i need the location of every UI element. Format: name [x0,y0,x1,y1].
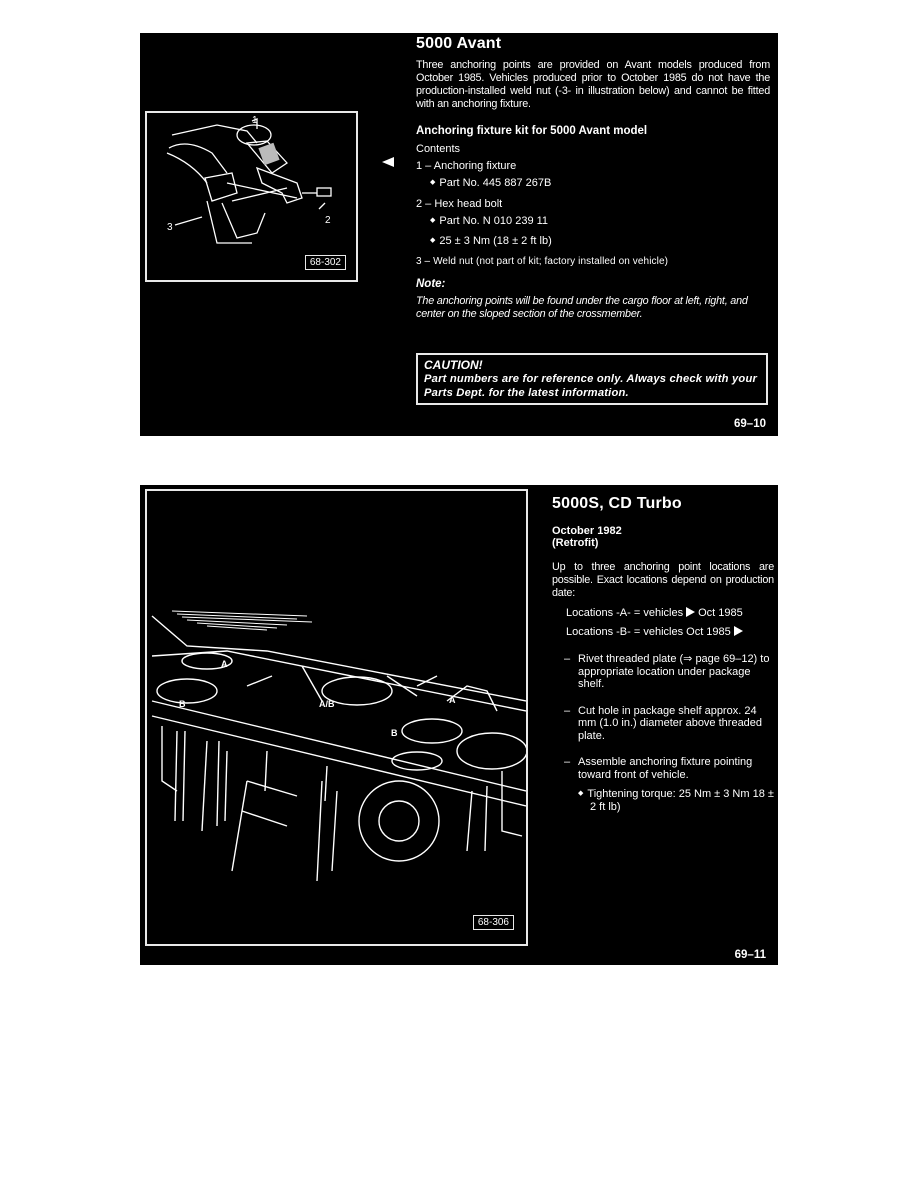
page-title: 5000 Avant [416,35,502,52]
caution-box [416,353,768,405]
arrow-right-icon [734,626,743,636]
location-label-b: B [391,728,398,738]
intro-paragraph: Up to three anchoring point locations are possible. Exact locations depend on production date: [552,561,774,599]
page1-text [416,33,770,321]
subtitle-retrofit: (Retrofit) [552,537,599,549]
torque-spec: ◆ 25 ± 3 Nm (18 ± 2 ft lb) [416,234,770,248]
location-b [552,625,774,639]
location-label-ab: A/B [319,699,335,709]
page-number: 69–11 [734,949,766,961]
part-number: ◆ Part No. 445 887 267B [416,176,770,190]
anchoring-fixture-illustration [145,111,358,282]
label-2: 2 [325,215,331,226]
pointer-arrow-icon [382,157,394,167]
label-3: 3 [167,222,173,233]
list-item: 3 – Weld nut (not part of kit; factory installed on vehicle) [416,256,669,267]
arrow-right-icon [686,607,695,617]
list-item: 2 – Hex head bolt [416,198,503,210]
step-item: – Cut hole in package shelf approx. 24 mm (1.0 in.) diameter above threaded plate. [552,705,774,743]
subtitle-date: October 1982 [552,525,622,537]
caution-body: Part numbers are for reference only. Always check with your Parts Dept. for the latest information. [424,373,758,399]
location-label-b: B [179,699,186,709]
location-a [552,606,774,620]
page-69-11 [140,485,778,965]
caution-title: CAUTION! [424,358,483,372]
figure-number: 68-306 [473,915,514,930]
part-number: ◆ Part No. N 010 239 11 [416,214,770,228]
step-item: – Rivet threaded plate (⇒ page 69–12) to appropriate location under package shelf. [552,653,774,691]
contents-label: Contents [416,143,461,155]
location-b-text: Locations -B- = vehicles Oct 1985 [566,626,731,638]
label-1: 1 [252,115,258,126]
kit-heading: Anchoring fixture kit for 5000 Avant model [416,125,648,137]
page2-text [552,495,774,814]
note-body: The anchoring points will be found under the cargo floor at left, right, and center on the sloped section of the crossmember. [416,295,748,320]
location-a-date: Oct 1985 [698,607,743,619]
intro-paragraph: Three anchoring points are provided on Avant models produced from October 1985. Vehicles produced prior to October 1985 do not have the production-installed weld nut (-3- in illustration below) and cannot be fitted with an anchoring fixture. [416,59,770,110]
location-label-a: A [221,659,228,669]
list-item: 1 – Anchoring fixture [416,160,517,172]
figure-number: 68-302 [305,255,346,270]
page-number: 69–10 [734,418,766,430]
location-a-text: Locations -A- = vehicles [566,607,684,619]
note-title: Note: [416,278,446,290]
torque-spec: ◆ Tightening torque: 25 Nm ± 3 Nm 18 ± 2 ft lb) [552,787,774,814]
contents-list [416,143,770,268]
step-item: – Assemble anchoring fixture pointing toward front of vehicle. [552,756,774,781]
page-title: 5000S, CD Turbo [552,495,682,512]
package-shelf-illustration [145,489,528,946]
package-shelf-drawing [147,491,526,944]
location-label-a: A [449,695,456,705]
page-69-10 [140,33,778,436]
